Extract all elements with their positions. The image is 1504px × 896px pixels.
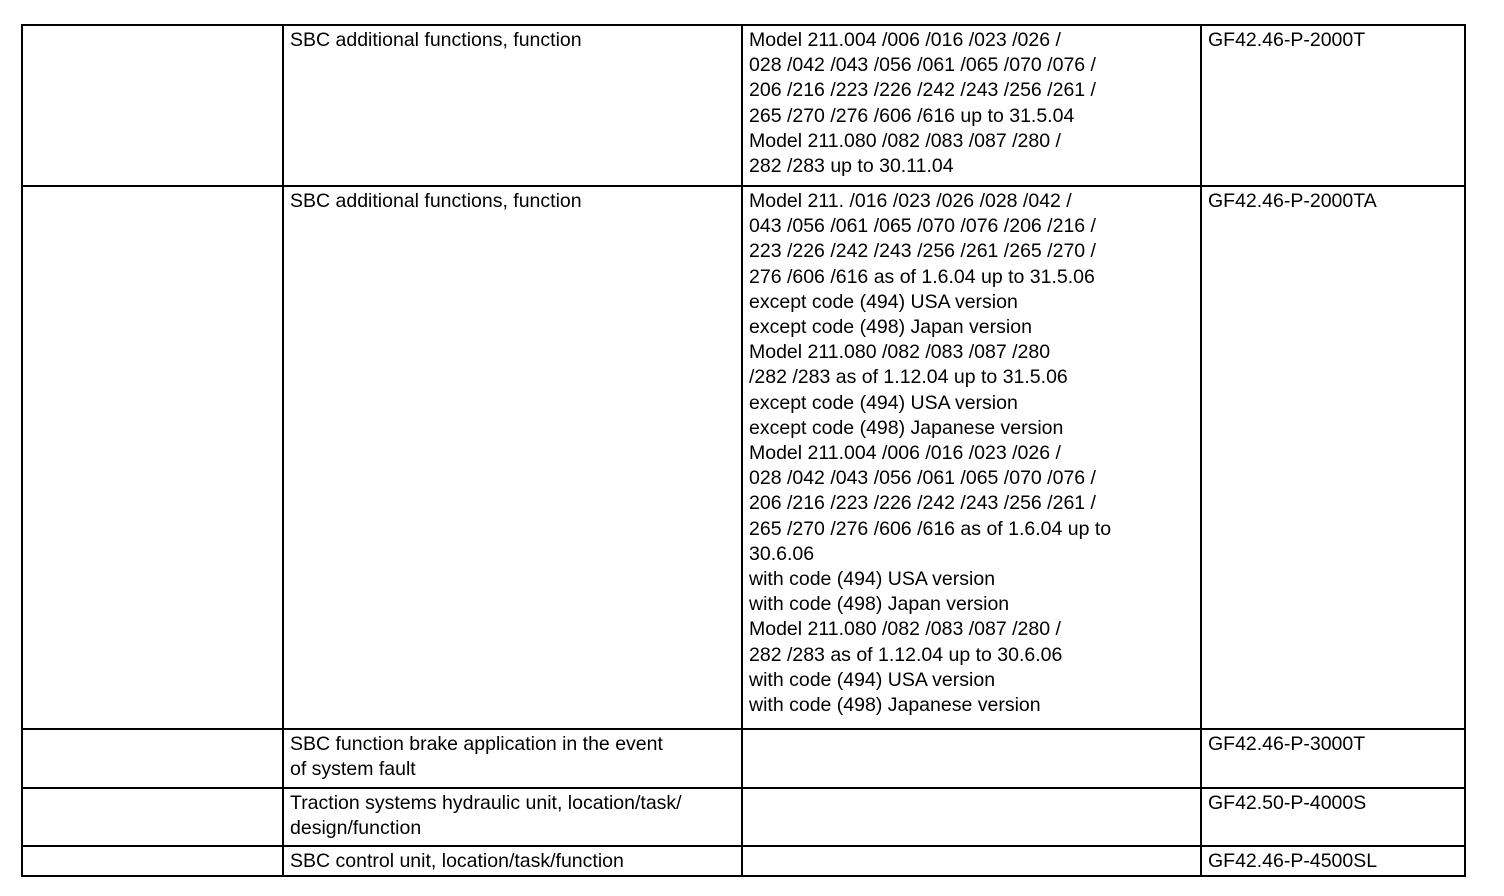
empty-cell	[22, 788, 283, 846]
applicability-cell	[742, 186, 1201, 729]
table-row	[22, 25, 1465, 186]
applicability-line: /282 /283 as of 1.12.04 up to 31.5.06	[749, 366, 1068, 389]
document-ref-link[interactable]: GF42.46-P-3000T	[1208, 733, 1366, 755]
description-line: design/function	[290, 817, 422, 840]
document-ref-cell	[1201, 186, 1465, 729]
applicability-line: Model 211. /016 /023 /026 /028 /042 /	[749, 190, 1072, 212]
document-ref-link[interactable]: GF42.50-P-4000S	[1208, 792, 1367, 814]
applicability-line: 206 /216 /223 /226 /242 /243 /256 /261 /	[749, 492, 1096, 515]
document-ref-cell	[1201, 846, 1465, 876]
empty-cell	[22, 186, 283, 729]
description-cell	[283, 788, 742, 846]
description-cell	[283, 25, 742, 186]
applicability-line: 282 /283 up to 30.11.04	[749, 155, 954, 178]
description-cell	[283, 729, 742, 788]
description-line: Traction systems hydraulic unit, location/task/	[290, 792, 682, 814]
applicability-line: 276 /606 /616 as of 1.6.04 up to 31.5.06	[749, 265, 1095, 288]
document-ref-link[interactable]: GF42.46-P-4500SL	[1208, 850, 1378, 872]
description-line: SBC control unit, location/task/function	[290, 850, 624, 872]
empty-cell	[22, 846, 283, 876]
applicability-cell	[742, 846, 1201, 876]
applicability-line: Model 211.004 /006 /016 /023 /026 /	[749, 29, 1061, 51]
document-ref-cell	[1201, 25, 1465, 186]
description-line: SBC function brake application in the event	[290, 733, 663, 755]
applicability-cell	[742, 729, 1201, 788]
table-row	[22, 846, 1465, 876]
applicability-line: 206 /216 /223 /226 /242 /243 /256 /261 /	[749, 79, 1096, 102]
document-table	[21, 24, 1466, 877]
applicability-line: Model 211.004 /006 /016 /023 /026 /	[749, 442, 1061, 465]
applicability-line: 028 /042 /043 /056 /061 /065 /070 /076 /	[749, 467, 1096, 490]
applicability-line: except code (498) Japanese version	[749, 416, 1064, 439]
applicability-line: with code (494) USA version	[749, 568, 996, 591]
applicability-cell	[742, 25, 1201, 186]
applicability-line: Model 211.080 /082 /083 /087 /280 /	[749, 129, 1061, 152]
applicability-line: 265 /270 /276 /606 /616 up to 31.5.04	[749, 104, 1075, 127]
applicability-line: with code (498) Japan version	[749, 593, 1010, 616]
applicability-line: 028 /042 /043 /056 /061 /065 /070 /076 /	[749, 54, 1096, 77]
document-ref-cell	[1201, 729, 1465, 788]
description-line: SBC additional functions, function	[290, 190, 582, 212]
applicability-line: 265 /270 /276 /606 /616 as of 1.6.04 up to	[749, 517, 1112, 540]
applicability-line: except code (498) Japan version	[749, 316, 1032, 339]
description-cell	[283, 846, 742, 876]
applicability-line: 223 /226 /242 /243 /256 /261 /265 /270 /	[749, 240, 1096, 263]
description-cell	[283, 186, 742, 729]
document-ref-link[interactable]: GF42.46-P-2000TA	[1208, 190, 1377, 212]
table-body	[22, 25, 1465, 876]
table-row	[22, 788, 1465, 846]
applicability-line: 043 /056 /061 /065 /070 /076 /206 /216 /	[749, 215, 1096, 238]
applicability-line: Model 211.080 /082 /083 /087 /280	[749, 341, 1051, 364]
applicability-line: except code (494) USA version	[749, 391, 1018, 414]
empty-cell	[22, 729, 283, 788]
document-ref-cell	[1201, 788, 1465, 846]
table-row	[22, 729, 1465, 788]
applicability-line: 282 /283 as of 1.12.04 up to 30.6.06	[749, 643, 1063, 666]
applicability-line: with code (498) Japanese version	[749, 694, 1041, 717]
description-line: of system fault	[290, 758, 416, 781]
document-ref-link[interactable]: GF42.46-P-2000T	[1208, 29, 1366, 51]
empty-cell	[22, 25, 283, 186]
applicability-line: with code (494) USA version	[749, 668, 996, 691]
description-line: SBC additional functions, function	[290, 29, 582, 51]
table-row	[22, 186, 1465, 729]
applicability-line: 30.6.06	[749, 542, 815, 565]
applicability-cell	[742, 788, 1201, 846]
applicability-line: Model 211.080 /082 /083 /087 /280 /	[749, 618, 1061, 641]
applicability-line: except code (494) USA version	[749, 290, 1018, 313]
